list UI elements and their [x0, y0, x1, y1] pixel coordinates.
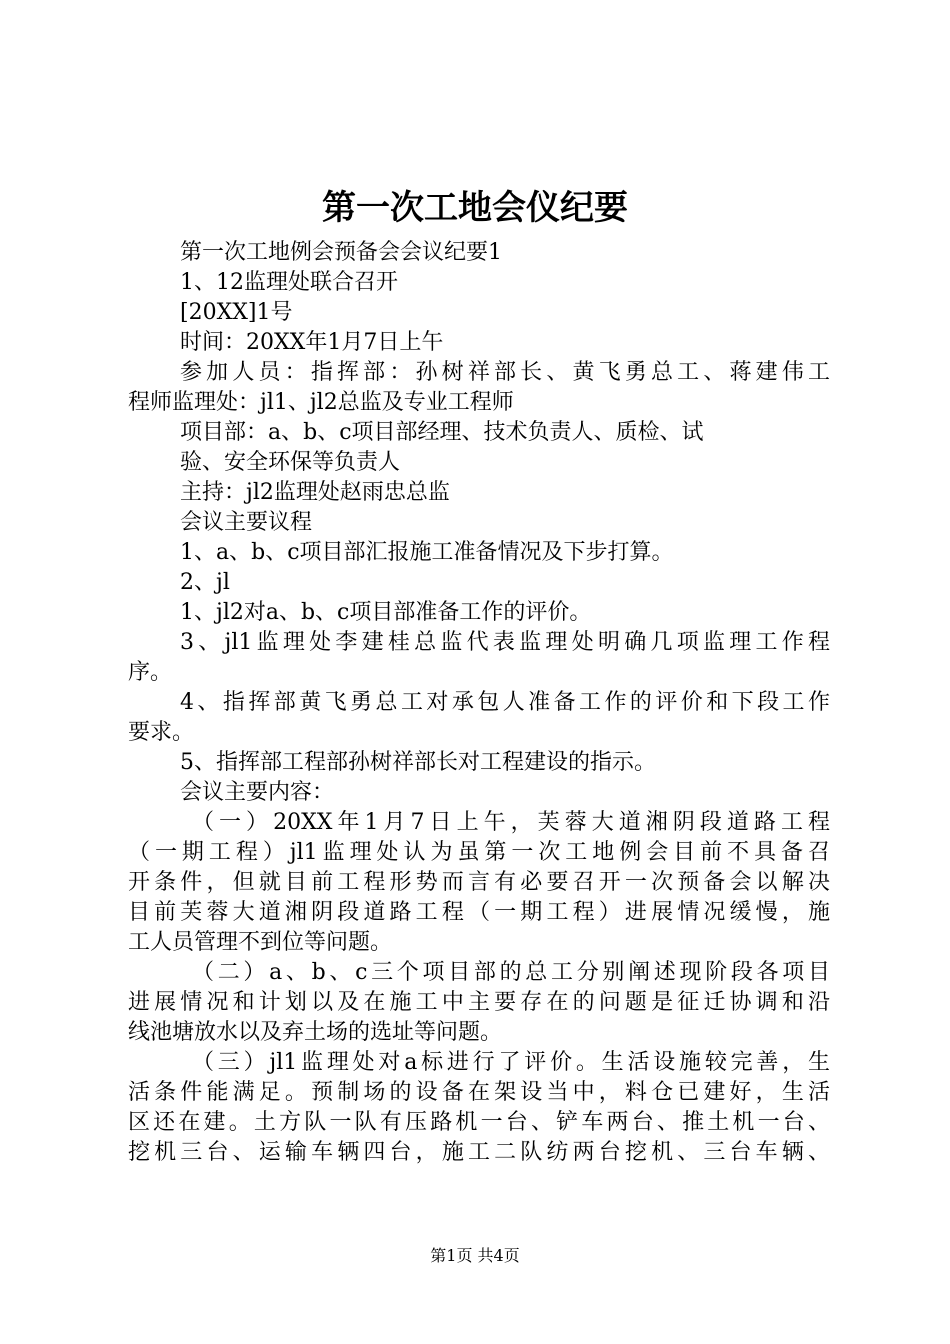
text-line: （一）20XX年1月7日上午，芙蓉大道湘阴段道路工程 [192, 810, 830, 835]
document-body [128, 238, 830, 1168]
text-line: 2、jl [180, 570, 230, 595]
text-line: 序。 [128, 660, 173, 685]
page-title: 第一次工地会仪纪要 [322, 188, 628, 228]
text-line: 会议主要内容： [180, 780, 335, 805]
text-line: 挖机三台、运输车辆四台，施工二队纺两台挖机、三台车辆、 [128, 1140, 830, 1165]
text-line: 时间：20XX年1月7日上午 [180, 330, 444, 355]
text-line: 3、jl1监理处李建桂总监代表监理处明确几项监理工作程 [180, 630, 830, 655]
text-line: （三）jl1监理处对a标进行了评价。生活设施较完善，生 [192, 1050, 830, 1075]
text-line: 1、a、b、c项目部汇报施工准备情况及下步打算。 [180, 540, 674, 565]
text-line: 第一次工地例会预备会会议纪要1 [180, 240, 502, 265]
page-footer: 第1页 共4页 [430, 1246, 520, 1265]
text-line: （二）a、b、c三个项目部的总工分别阐述现阶段各项目 [192, 960, 830, 985]
text-line: 进展情况和计划以及在施工中主要存在的问题是征迁协调和沿 [128, 990, 830, 1015]
text-line: 目前芙蓉大道湘阴段道路工程（一期工程）进展情况缓慢，施 [128, 900, 830, 925]
text-line: 会议主要议程 [180, 510, 313, 535]
text-line: 主持：jl2监理处赵雨忠总监 [180, 480, 450, 505]
text-line: 区还在建。土方队一队有压路机一台、铲车两台、推土机一台、 [128, 1110, 830, 1135]
text-line: 1、12监理处联合召开 [180, 270, 398, 295]
text-line: 参加人员：指挥部：孙树祥部长、黄飞勇总工、蒋建伟工 [180, 360, 830, 385]
text-line: 程师监理处：jl1、jl2总监及专业工程师 [128, 390, 514, 415]
text-line: 项目部：a、b、c项目部经理、技术负责人、质检、试 [180, 420, 704, 445]
text-line: 开条件，但就目前工程形势而言有必要召开一次预备会以解决 [128, 870, 830, 895]
text-line: 要求。 [128, 720, 195, 745]
text-line: 验、安全环保等负责人 [180, 450, 401, 475]
text-line: 1、jl2对a、b、c项目部准备工作的评价。 [180, 600, 592, 625]
text-line: 5、指挥部工程部孙树祥部长对工程建设的指示。 [180, 750, 656, 775]
text-line: [20XX]1号 [180, 300, 293, 325]
text-line: 4、指挥部黄飞勇总工对承包人准备工作的评价和下段工作 [180, 690, 830, 715]
text-line: 线池塘放水以及弃土场的选址等问题。 [128, 1020, 503, 1045]
text-line: 活条件能满足。预制场的设备在架设当中，料仓已建好，生活 [128, 1080, 830, 1105]
text-line: 工人员管理不到位等问题。 [128, 930, 393, 955]
text-line: （一期工程）jl1监理处认为虽第一次工地例会目前不具备召 [128, 840, 830, 865]
